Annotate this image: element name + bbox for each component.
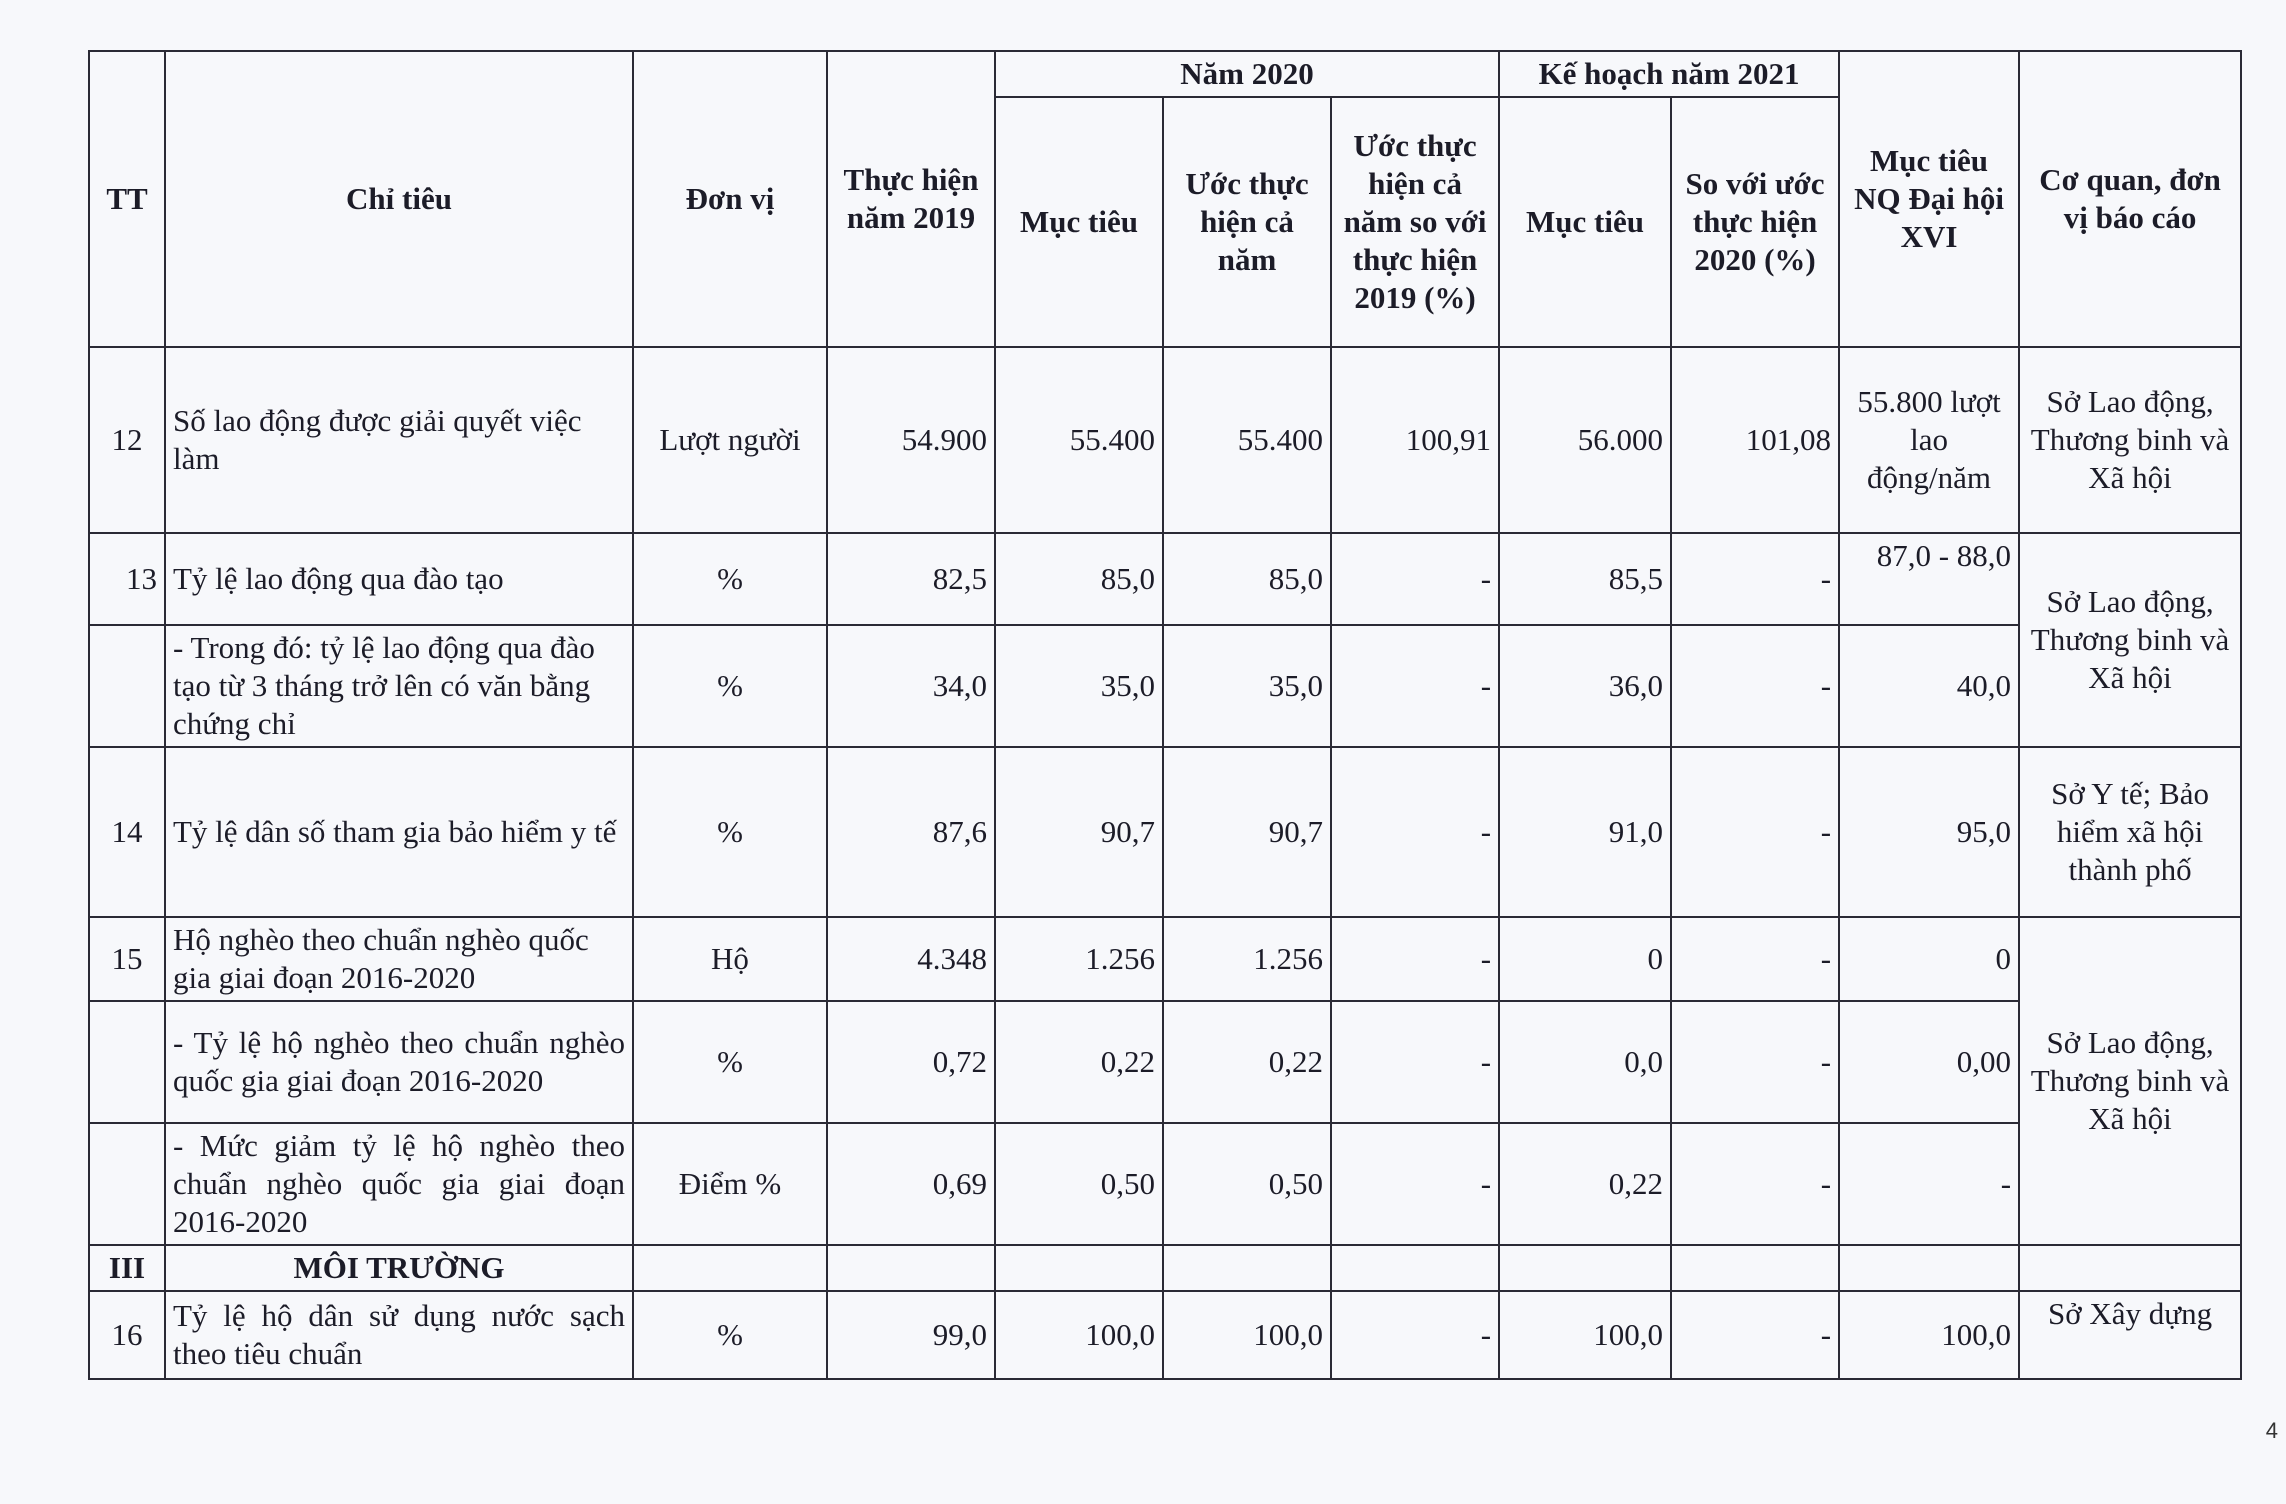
row-tt: 12: [89, 347, 165, 533]
row-pct2020: -: [1671, 625, 1839, 747]
row-unit: %: [633, 747, 827, 917]
row-agency: Sở Xây dựng: [2019, 1291, 2241, 1379]
row-nq: 95,0: [1839, 747, 2019, 917]
section-tt: III: [89, 1245, 165, 1291]
row-mt2020: 55.400: [995, 347, 1163, 533]
row-unit: %: [633, 1001, 827, 1123]
row-agency: Sở Y tế; Bảo hiểm xã hội thành phố: [2019, 747, 2241, 917]
row-pct2019: 100,91: [1331, 347, 1499, 533]
row-th2019: 0,72: [827, 1001, 995, 1123]
row-unit: Lượt người: [633, 347, 827, 533]
header-ke-hoach-2021: Kế hoạch năm 2021: [1499, 51, 1839, 97]
row-pct2020: -: [1671, 1001, 1839, 1123]
row-indicator: Tỷ lệ lao động qua đào tạo: [165, 533, 633, 625]
row-uoc2020: 35,0: [1163, 625, 1331, 747]
row-nq: 0: [1839, 917, 2019, 1001]
header-uoc-thuc-hien: Ước thực hiện cả năm: [1163, 97, 1331, 347]
row-th2019: 82,5: [827, 533, 995, 625]
row-mt2021: 85,5: [1499, 533, 1671, 625]
table-row: [89, 625, 2241, 747]
row-uoc2020: 100,0: [1163, 1291, 1331, 1379]
row-nq: 87,0 - 88,0: [1839, 533, 2019, 625]
row-mt2020: 35,0: [995, 625, 1163, 747]
row-th2019: 87,6: [827, 747, 995, 917]
row-uoc2020: 55.400: [1163, 347, 1331, 533]
row-pct2019: -: [1331, 1001, 1499, 1123]
row-indicator: Tỷ lệ hộ dân sử dụng nước sạch theo tiêu chuẩn: [165, 1291, 633, 1379]
row-pct2019: -: [1331, 1123, 1499, 1245]
row-mt2020: 100,0: [995, 1291, 1163, 1379]
row-mt2021: 56.000: [1499, 347, 1671, 533]
row-unit: Điểm %: [633, 1123, 827, 1245]
header-muc-tieu-nq: Mục tiêu NQ Đại hội XVI: [1839, 51, 2019, 347]
table-row: [89, 533, 2241, 625]
row-mt2021: 36,0: [1499, 625, 1671, 747]
row-nq: 40,0: [1839, 625, 2019, 747]
row-th2019: 34,0: [827, 625, 995, 747]
header-row-1: [89, 51, 2241, 97]
section-row: [89, 1245, 2241, 1291]
row-agency: Sở Lao động, Thương binh và Xã hội: [2019, 917, 2241, 1245]
row-tt: 16: [89, 1291, 165, 1379]
row-pct2020: -: [1671, 747, 1839, 917]
row-indicator: Hộ nghèo theo chuẩn nghèo quốc gia giai đoạn 2016-2020: [165, 917, 633, 1001]
table-row: [89, 1001, 2241, 1123]
row-nq: 55.800 lượt lao động/năm: [1839, 347, 2019, 533]
row-mt2020: 90,7: [995, 747, 1163, 917]
header-chi-tieu: Chỉ tiêu: [165, 51, 633, 347]
table-row: [89, 347, 2241, 533]
table-row: [89, 1291, 2241, 1379]
row-unit: %: [633, 533, 827, 625]
row-pct2019: -: [1331, 1291, 1499, 1379]
row-th2019: 54.900: [827, 347, 995, 533]
header-tt: TT: [89, 51, 165, 347]
row-uoc2020: 90,7: [1163, 747, 1331, 917]
row-indicator: Số lao động được giải quyết việc làm: [165, 347, 633, 533]
header-uoc-so-voi-2019: Ước thực hiện cả năm so với thực hiện 2019 (%): [1331, 97, 1499, 347]
row-indicator: - Mức giảm tỷ lệ hộ nghèo theo chuẩn nghèo quốc gia giai đoạn 2016-2020: [165, 1123, 633, 1245]
table-row: [89, 1123, 2241, 1245]
row-mt2021: 0,22: [1499, 1123, 1671, 1245]
row-nq: -: [1839, 1123, 2019, 1245]
header-so-voi-2020: So với ước thực hiện 2020 (%): [1671, 97, 1839, 347]
row-pct2020: -: [1671, 1291, 1839, 1379]
row-tt: [89, 1123, 165, 1245]
row-mt2020: 0,50: [995, 1123, 1163, 1245]
row-agency: Sở Lao động, Thương binh và Xã hội: [2019, 533, 2241, 747]
page-number: 4: [2265, 1418, 2278, 1443]
row-pct2019: -: [1331, 533, 1499, 625]
section-title: MÔI TRƯỜNG: [165, 1245, 633, 1291]
row-indicator: - Tỷ lệ hộ nghèo theo chuẩn nghèo quốc gia giai đoạn 2016-2020: [165, 1001, 633, 1123]
row-th2019: 99,0: [827, 1291, 995, 1379]
row-mt2021: 91,0: [1499, 747, 1671, 917]
row-mt2020: 0,22: [995, 1001, 1163, 1123]
row-mt2020: 85,0: [995, 533, 1163, 625]
row-pct2019: -: [1331, 625, 1499, 747]
header-thuc-hien-2019: Thực hiện năm 2019: [827, 51, 995, 347]
row-indicator: Tỷ lệ dân số tham gia bảo hiểm y tế: [165, 747, 633, 917]
row-pct2020: -: [1671, 533, 1839, 625]
row-indicator: - Trong đó: tỷ lệ lao động qua đào tạo từ 3 tháng trở lên có văn bằng chứng chỉ: [165, 625, 633, 747]
header-muc-tieu-2021: Mục tiêu: [1499, 97, 1671, 347]
row-tt: [89, 625, 165, 747]
row-mt2021: 100,0: [1499, 1291, 1671, 1379]
indicator-table: [88, 50, 2242, 1380]
table-row: [89, 747, 2241, 917]
row-pct2020: -: [1671, 917, 1839, 1001]
row-uoc2020: 0,50: [1163, 1123, 1331, 1245]
row-tt: [89, 1001, 165, 1123]
row-tt: 14: [89, 747, 165, 917]
header-muc-tieu-2020: Mục tiêu: [995, 97, 1163, 347]
row-pct2020: 101,08: [1671, 347, 1839, 533]
row-unit: %: [633, 625, 827, 747]
header-nam-2020: Năm 2020: [995, 51, 1499, 97]
row-pct2020: -: [1671, 1123, 1839, 1245]
row-unit: Hộ: [633, 917, 827, 1001]
row-nq: 100,0: [1839, 1291, 2019, 1379]
table-row: [89, 917, 2241, 1001]
row-uoc2020: 1.256: [1163, 917, 1331, 1001]
row-uoc2020: 0,22: [1163, 1001, 1331, 1123]
header-co-quan: Cơ quan, đơn vị báo cáo: [2019, 51, 2241, 347]
row-agency: Sở Lao động, Thương binh và Xã hội: [2019, 347, 2241, 533]
row-tt: 13: [89, 533, 165, 625]
row-pct2019: -: [1331, 917, 1499, 1001]
row-tt: 15: [89, 917, 165, 1001]
row-nq: 0,00: [1839, 1001, 2019, 1123]
row-pct2019: -: [1331, 747, 1499, 917]
header-don-vi: Đơn vị: [633, 51, 827, 347]
row-mt2021: 0,0: [1499, 1001, 1671, 1123]
row-mt2020: 1.256: [995, 917, 1163, 1001]
row-th2019: 0,69: [827, 1123, 995, 1245]
row-unit: %: [633, 1291, 827, 1379]
row-mt2021: 0: [1499, 917, 1671, 1001]
row-uoc2020: 85,0: [1163, 533, 1331, 625]
row-th2019: 4.348: [827, 917, 995, 1001]
